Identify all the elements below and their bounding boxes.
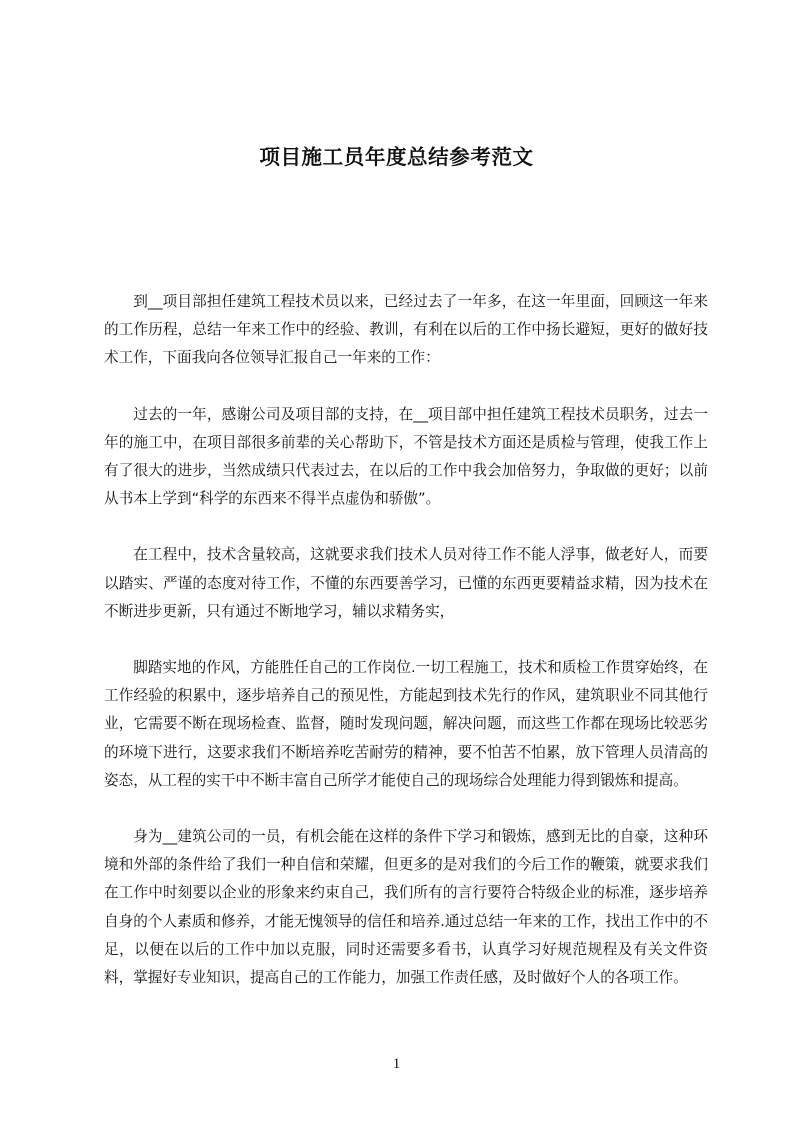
paragraph-4: 脚踏实地的作风，方能胜任自己的工作岗位.一切工程施工，技术和质检工作贯穿始终，在工作经验的积累中，逐步培养自己的预见性，方能起到技术先行的作风，建筑职业不同其他行业，它需要不断在现场检查、监督，随时发现问题，解决问题，而这些工作都在现场比较恶劣的环境下进行，这要求我们不断培养吃苦耐劳的精神，要不怕苦不怕累，放下管理人员清高的姿态，从工程的实干中不断丰富自己所学才能使自己的现场综合处理能力得到锻炼和提高。	[104, 659, 708, 789]
document-body	[104, 288, 708, 1020]
page-number: 1	[392, 1056, 401, 1072]
paragraph-5: 身为__建筑公司的一员，有机会能在这样的条件下学习和锻炼，感到无比的自豪，这种环境和外部的条件给了我们一种自信和荣耀，但更多的是对我们的今后工作的鞭策，就要求我们在工作中时刻要以企业的形象来约束自己，我们所有的言行要符合特级企业的标准，逐步培养自身的个人素质和修养，才能无愧领导的信任和培养.通过总结一年来的工作，找出工作中的不足，以便在以后的工作中加以克服，同时还需要多看书，认真学习好规范规程及有关文件资料，掌握好专业知识，提高自己的工作能力，加强工作责任感，及时做好个人的各项工作。	[104, 828, 708, 987]
paragraph-1: 到__项目部担任建筑工程技术员以来，已经过去了一年多，在这一年里面，回顾这一年来的工作历程，总结一年来工作中的经验、教训，有利在以后的工作中扬长避短，更好的做好技术工作，下面我向各位领导汇报自己一年来的工作：	[104, 293, 708, 367]
page-title: 项目施工员年度总结参考范文	[259, 145, 534, 169]
paragraph-2: 过去的一年，感谢公司及项目部的支持，在__项目部中担任建筑工程技术员职务，过去一年的施工中，在项目部很多前辈的关心帮助下，不管是技术方面还是质检与管理，使我工作上有了很大的进步，当然成绩只代表过去，在以后的工作中我会加倍努力，争取做的更好；以前从书本上学到“科学的东西来不得半点虚伪和骄傲”。	[104, 405, 708, 508]
paragraph-3: 在工程中，技术含量较高，这就要求我们技术人员对待工作不能人浮事，做老好人，而要以踏实、严谨的态度对待工作，不懂的东西要善学习，已懂的东西更要精益求精，因为技术在不断进步更新，只有通过不断地学习，辅以求精务实，	[104, 546, 708, 620]
